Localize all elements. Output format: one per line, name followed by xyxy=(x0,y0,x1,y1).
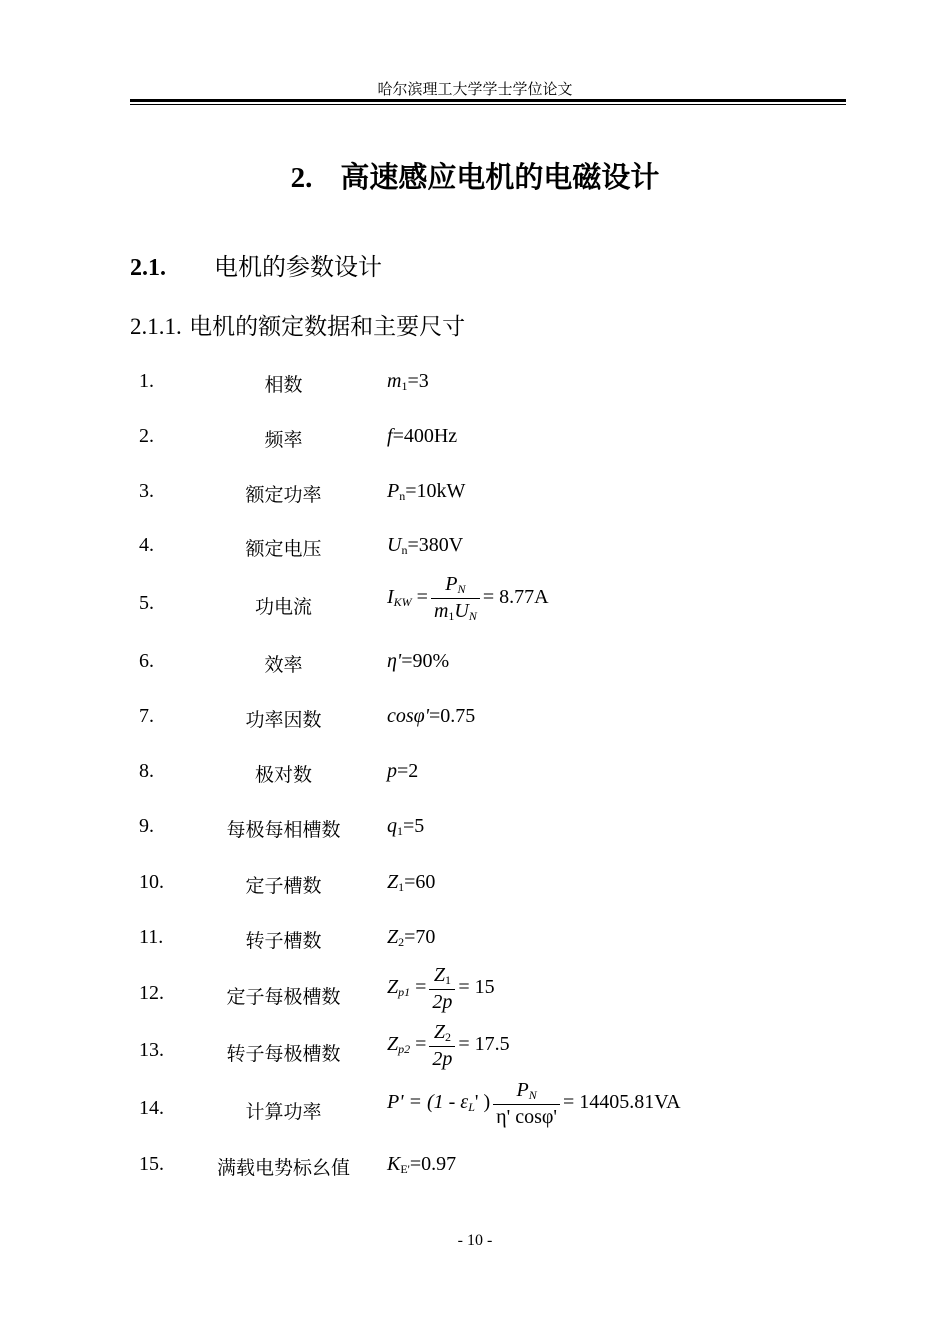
param-row xyxy=(0,964,950,1013)
value-rest: =5 xyxy=(403,815,425,837)
param-row xyxy=(0,1079,950,1128)
param-formula: IKW = $\frac{PN}{m1UN}$ = 8.77A xyxy=(387,573,549,623)
param-name: 效率 xyxy=(264,654,303,676)
param-value xyxy=(387,1153,456,1176)
fraction-denominator: 2p xyxy=(432,991,453,1013)
value-subscript: 2 xyxy=(398,935,405,949)
param-row xyxy=(0,1153,950,1183)
param-name: 定子槽数 xyxy=(245,875,322,897)
param-row xyxy=(0,705,950,735)
param-name: 额定功率 xyxy=(245,484,322,506)
denominator-subscript-2: N xyxy=(468,609,477,623)
value-rest: =400Hz xyxy=(392,425,458,447)
param-value xyxy=(387,926,435,949)
row-index: 4. xyxy=(139,534,154,556)
param-row xyxy=(0,760,950,790)
fraction-denominator xyxy=(431,599,480,625)
row-index: 10. xyxy=(139,871,164,893)
fraction-numerator xyxy=(493,1078,560,1105)
numerator-subscript: 2 xyxy=(444,1030,451,1044)
param-formula: Zp1 = $\frac{Z1}{2p}$ = 15 xyxy=(387,964,495,1013)
formula-lhs-subscript: L xyxy=(468,1100,475,1115)
formula-lhs-subscript: p1 xyxy=(398,985,411,1000)
param-value xyxy=(387,705,475,728)
param-name: 定子每极槽数 xyxy=(226,986,341,1008)
param-row xyxy=(0,370,950,400)
formula-lhs-subscript: p2 xyxy=(398,1042,411,1057)
value-rest: =3 xyxy=(407,370,429,392)
formula-fraction xyxy=(493,1078,560,1129)
formula-rhs: = 14405.81VA xyxy=(563,1091,681,1114)
value-symbol: q xyxy=(387,815,397,837)
param-row xyxy=(0,871,950,901)
numerator-subscript: N xyxy=(528,1088,537,1102)
value-symbol: η' xyxy=(387,650,402,672)
formula-rhs: = 15 xyxy=(458,976,495,999)
value-rest: =2 xyxy=(397,760,419,782)
fraction-numerator xyxy=(429,1020,455,1047)
param-value xyxy=(387,534,463,557)
param-formula: Zp2 = $\frac{Z2}{2p}$ = 17.5 xyxy=(387,1021,510,1070)
row-index: 1. xyxy=(139,370,154,392)
row-index: 5. xyxy=(139,592,154,614)
param-name: 转子槽数 xyxy=(245,930,322,952)
row-index: 7. xyxy=(139,705,154,727)
value-subscript: E' xyxy=(400,1162,410,1176)
param-formula xyxy=(387,1078,681,1129)
fraction-numerator xyxy=(431,572,480,599)
subsection-number: 2.1.1. xyxy=(130,314,182,339)
row-index: 13. xyxy=(139,1039,164,1061)
fraction-denominator: 2p xyxy=(432,1048,453,1070)
page-header: 哈尔滨理工大学学士学位论文 xyxy=(377,80,573,98)
formula-lhs: Z xyxy=(387,976,399,999)
section-title: 电机的参数设计 xyxy=(214,253,382,281)
numerator-symbol: P xyxy=(445,573,458,595)
row-index: 14. xyxy=(139,1097,164,1119)
value-subscript: n xyxy=(399,489,406,503)
row-index: 11. xyxy=(139,926,164,948)
param-name: 每极每相槽数 xyxy=(226,819,341,841)
subsection-heading xyxy=(130,308,465,341)
param-name: 相数 xyxy=(264,374,303,396)
fraction-numerator xyxy=(429,963,455,990)
param-row xyxy=(0,926,950,956)
value-rest: =380V xyxy=(407,534,464,556)
section-number: 2.1. xyxy=(130,255,166,281)
value-subscript: 1 xyxy=(398,880,405,894)
formula-fraction xyxy=(429,1020,455,1071)
denominator-subscript: 1 xyxy=(448,609,455,623)
param-value xyxy=(387,370,429,393)
value-symbol: cosφ' xyxy=(387,705,430,727)
param-row xyxy=(0,573,950,623)
fraction-denominator: η' cosφ' xyxy=(496,1106,558,1128)
value-rest: =70 xyxy=(404,926,436,948)
value-symbol: Z xyxy=(387,871,399,893)
header-rule-thin xyxy=(130,104,846,105)
value-symbol: f xyxy=(387,425,393,447)
formula-rhs: = 17.5 xyxy=(458,1033,510,1056)
formula-lhs: I xyxy=(387,586,394,609)
formula-lhs-tail: ' ) xyxy=(474,1091,491,1114)
param-value xyxy=(387,760,418,783)
formula-fraction xyxy=(429,963,455,1014)
formula-lhs-subscript: KW xyxy=(393,595,412,610)
formula-lhs: P' = (1 - ε xyxy=(387,1091,469,1114)
param-name: 功率因数 xyxy=(245,709,322,731)
param-name: 频率 xyxy=(264,429,303,451)
numerator-subscript: 1 xyxy=(444,973,451,987)
param-row xyxy=(0,815,950,845)
value-symbol: U xyxy=(387,534,402,556)
value-rest: =90% xyxy=(401,650,450,672)
numerator-subscript: N xyxy=(457,582,466,596)
chapter-heading xyxy=(0,155,950,196)
param-value xyxy=(387,425,457,448)
param-name: 满载电势标幺值 xyxy=(216,1157,350,1179)
param-value xyxy=(387,480,465,503)
param-row xyxy=(0,650,950,680)
value-rest: =0.97 xyxy=(409,1153,457,1175)
row-index: 8. xyxy=(139,760,154,782)
chapter-number: 2. xyxy=(290,162,313,194)
denominator-symbol-2: U xyxy=(454,600,469,622)
value-symbol: P xyxy=(387,480,400,502)
row-index: 3. xyxy=(139,480,154,502)
param-row xyxy=(0,1021,950,1070)
param-name: 功电流 xyxy=(254,596,312,618)
page-number: - 10 - xyxy=(457,1232,493,1249)
value-symbol: p xyxy=(387,760,397,782)
value-subscript: 1 xyxy=(401,379,408,393)
value-subscript: n xyxy=(401,543,408,557)
value-symbol: K xyxy=(387,1153,401,1175)
param-name: 额定电压 xyxy=(245,538,322,560)
value-rest: =60 xyxy=(404,871,436,893)
row-index: 6. xyxy=(139,650,154,672)
formula-rhs: = 8.77A xyxy=(482,586,549,609)
numerator-symbol: Z xyxy=(433,1021,445,1043)
value-rest: =10kW xyxy=(405,480,466,502)
param-row xyxy=(0,425,950,455)
header-rule-thick xyxy=(130,99,846,102)
numerator-symbol: P xyxy=(516,1079,529,1101)
value-rest: =0.75 xyxy=(429,705,476,727)
row-index: 15. xyxy=(139,1153,164,1175)
param-row xyxy=(0,480,950,510)
subsection-title: 电机的额定数据和主要尺寸 xyxy=(189,314,466,340)
formula-fraction xyxy=(431,572,480,625)
section-heading xyxy=(130,247,382,282)
row-index: 9. xyxy=(139,815,154,837)
param-value xyxy=(387,815,424,838)
chapter-title: 高速感应电机的电磁设计 xyxy=(340,160,660,194)
param-name: 极对数 xyxy=(254,764,312,786)
param-row xyxy=(0,534,950,564)
row-index: 12. xyxy=(139,982,164,1004)
denominator-symbol: m xyxy=(433,600,449,622)
numerator-symbol: Z xyxy=(433,964,445,986)
param-value xyxy=(387,650,449,673)
value-symbol: Z xyxy=(387,926,399,948)
value-symbol: m xyxy=(387,370,402,392)
param-name: 计算功率 xyxy=(245,1101,322,1123)
row-index: 2. xyxy=(139,425,154,447)
formula-lhs: Z xyxy=(387,1033,399,1056)
param-value xyxy=(387,871,435,894)
param-name: 转子每极槽数 xyxy=(226,1043,341,1065)
value-subscript: 1 xyxy=(397,824,403,838)
